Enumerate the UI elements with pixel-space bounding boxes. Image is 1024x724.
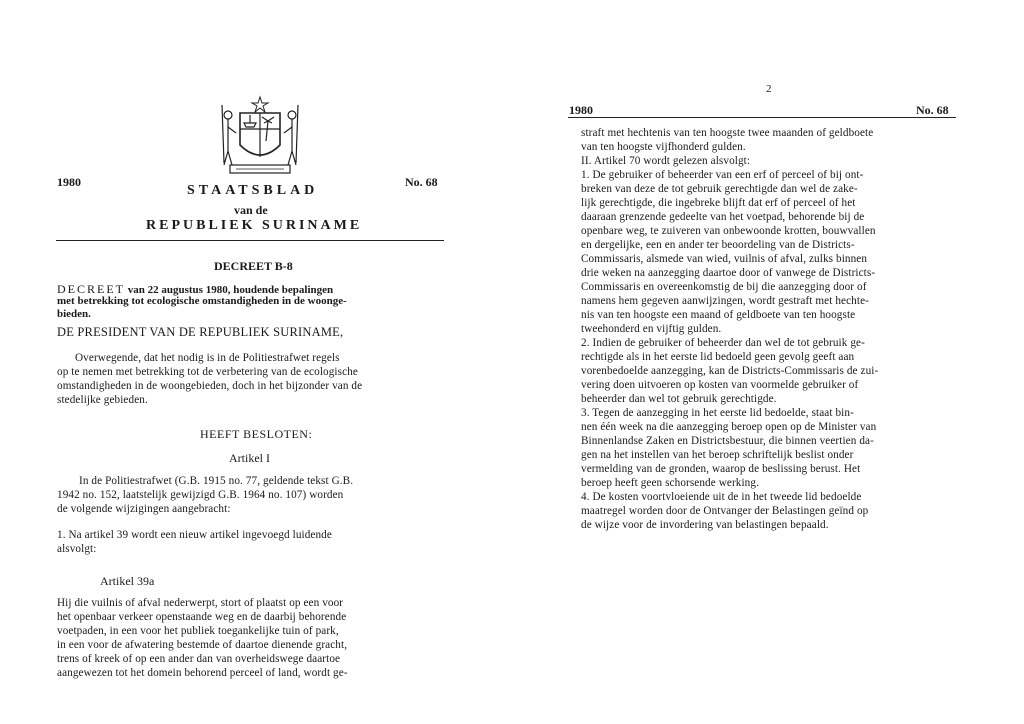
text-line: vering doen uitvoeren op kosten van voormelde gebruiker of [581,379,859,391]
text-line: op te nemen met betrekking tot de verbetering van de ecologische [57,366,358,378]
text-line: Binnenlandse Zaken en Districtsbestuur, die binnen veertien da- [581,435,874,447]
text-line: 1. De gebruiker of beheerder van een erf of perceel of bij ont- [581,169,864,181]
text-line: II. Artikel 70 wordt gelezen alsvolgt: [581,155,751,167]
right-page [512,0,1024,724]
publication-title: STAATSBLAD [187,183,319,198]
decree-heading-rest: van 22 augustus 1980, houdende bepalingen [127,284,334,296]
text-line: Commissaris, alsmede van wied, vuilnis of afval, zulks binnen [581,253,868,265]
text-line: openbare weg, te zuiveren van onbewoonde krotten, bouwvallen [581,225,876,237]
text-line: 3. Tegen de aanzegging in het eerste lid bedoelde, staat bin- [581,407,854,419]
issue-number: No. 68 [916,103,949,117]
text-line: alsvolgt: [57,543,97,555]
divider [568,117,956,118]
text-line: 1942 no. 152, laatstelijk gewijzigd G.B. 1964 no. 107) worden [57,489,344,501]
text-line: breken van deze de tot gebruik gerechtigde dan wel de zake- [581,183,858,195]
text-line: tweehonderd en vijftig gulden. [581,323,722,335]
year: 1980 [57,175,81,189]
text-line: 2. Indien de gebruiker of beheerder dan wel de tot gebruik ge- [581,337,865,349]
text-line: omstandigheden in de woongebieden, doch in het bijzonder van de [57,380,363,392]
text-line: gen na het instellen van het beroep schriftelijk beslist onder [581,449,854,461]
president-heading: DE PRESIDENT VAN DE REPUBLIEK SURINAME, [57,325,344,339]
text-line: lijk gerechtigde, die ingebreke blijft dat erf of perceel of het [581,197,856,209]
coat-of-arms-icon [216,93,304,177]
text-line: 4. De kosten voortvloeiende uit de in het tweede lid bedoelde [581,491,862,503]
text-line: aangewezen tot het domein behorend perceel of land, wordt ge- [57,667,348,679]
text-line: drie weken na aanzegging daartoe door of vanwege de Districts- [581,267,876,279]
decree-lead: DECREET [57,282,125,296]
text-line: en dergelijke, een en ander ter beoordeling van de Districts- [581,239,855,251]
text-line: daaraan grenzende gedeelte van het voetpad, behorende bij de [581,211,865,223]
text-line: Overwegende, dat het nodig is in de Politiestrafwet regels [75,352,340,364]
text-line: maatregel worden door de Ontvanger der Belastingen geïnd op [581,505,869,517]
text-line: 1. Na artikel 39 wordt een nieuw artikel ingevoegd luidende [57,529,332,541]
text-line: Hij die vuilnis of afval nederwerpt, stort of plaatst op een voor [57,597,344,609]
text-line: voetpaden, in een voor het publiek toegankelijke tuin of park, [57,625,339,637]
decree-heading-line: bieden. [57,308,91,320]
divider [56,240,444,241]
decree-heading-line: met betrekking tot ecologische omstandigheden in de woonge- [57,295,347,307]
publication-subtitle: van de [234,203,268,217]
text-line: in een voor de afwatering bestemde of daartoe dienende gracht, [57,639,348,651]
text-line: het openbaar verkeer openstaande weg en de daarbij behorende [57,611,347,623]
text-line: de volgende wijzigingen aangebracht: [57,503,231,515]
article-heading: Artikel I [229,451,270,465]
text-line: nis van ten hoogste een maand of geldboete van ten hoogste [581,309,856,321]
heeft-besloten: HEEFT BESLOTEN: [200,427,313,441]
article-heading: Artikel 39a [100,574,155,588]
text-line: nen één week na die aanzegging beroep open op de Minister van [581,421,877,433]
page-number: 2 [766,83,772,95]
republic-name: REPUBLIEK SURINAME [146,218,363,233]
text-line: beroep heeft geen schorsende werking. [581,477,759,489]
text-line: rechtigde als in het eerste lid bedoeld geen gevolg geeft aan [581,351,855,363]
text-line: van ten hoogste vijfhonderd gulden. [581,141,746,153]
issue-number: No. 68 [405,175,438,189]
year: 1980 [569,103,593,117]
text-line: vorenbedoelde aanzegging, kan de Districts-Commissaris de zui- [581,365,879,377]
decree-title: DECREET B-8 [214,259,293,273]
text-line: In de Politiestrafwet (G.B. 1915 no. 77, geldende tekst G.B. [79,475,354,487]
text-line: de wijze voor de invordering van belastingen bepaald. [581,519,829,531]
text-line: namens hem gegeven aanwijzingen, wordt gestraft met hechte- [581,295,869,307]
text-line: beheerder dan wel tot gebruik gerechtigde. [581,393,777,405]
text-line: Commissaris en overeenkomstig de bij die aanzegging door of [581,281,867,293]
text-line: vermelding van de gronden, waarop de beslissing berust. Het [581,463,861,475]
text-line: straft met hechtenis van ten hoogste twee maanden of geldboete [581,127,874,139]
text-line: trens of kreek of op een ander dan van overheidswege daartoe [57,653,341,665]
text-line: stedelijke gebieden. [57,394,148,406]
